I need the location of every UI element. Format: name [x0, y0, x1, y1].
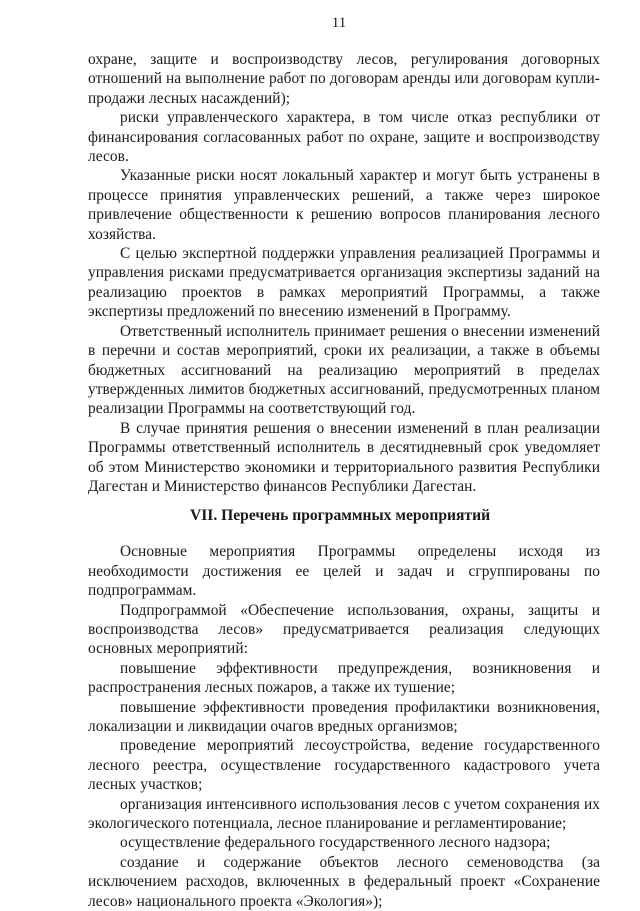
paragraph-responsible-executor: Ответственный исполнитель принимает решения о внесении изменений в перечни и состав мероприятий, сроки их реализации, а также в объемы бюджетных ассигнований на реализацию мероприятий в пределах утвержденных лимитов бюджетных ассигнований, предусмотренных планом реализации Программы на соответствующий год. — [88, 322, 600, 418]
list-item-forest-management: проведение мероприятий лесоустройства, ведение государственного лесного реестра, осуществление государственного кадастрового учета лесных участков; — [88, 737, 600, 794]
paragraph-subprogram: Подпрограммой «Обеспечение использования, охраны, защиты и воспроизводства лесов» предусматривается реализация следующих основных мероприятий: — [88, 601, 600, 658]
list-item-pest-control: повышение эффективности проведения профилактики возникновения, локализации и ликвидации очагов вредных организмов; — [88, 698, 600, 735]
paragraph-main-activities: Основные мероприятия Программы определены исходя из необходимости достижения ее целей и задач и сгруппированы по подпрограммам. — [88, 543, 600, 600]
document-body — [88, 50, 600, 911]
list-item-seed-production: создание и содержание объектов лесного семеноводства (за исключением расходов, включенных в федеральный проект «Сохранение лесов» национального проекта «Экология»); — [88, 853, 600, 910]
page-number: 11 — [331, 15, 347, 31]
list-item-intensive-use: организация интенсивного использования лесов с учетом сохранения их экологического потенциала, лесное планирование и регламентирование; — [88, 795, 600, 833]
paragraph-risk-management: риски управленческого характера, в том числе отказ республики от финансирования согласованных работ по охране, защите и воспроизводству лесов. — [88, 109, 600, 166]
paragraph-expert-support: С целью экспертной поддержки управления реализацией Программы и управления рисками предусматривается организация экспертизы заданий на реализацию проектов в рамках мероприятий Программы, а также экспертизы предложений по внесению изменений в Программу. — [88, 245, 600, 321]
list-item-fire-prevention: повышение эффективности предупреждения, возникновения и распространения лесных пожаров, а также их тушение; — [88, 659, 600, 697]
paragraph-changes-notification: В случае принятия решения о внесении изменений в план реализации Программы ответственный исполнитель в десятидневный срок уведомляет об этом Министерство экономики и территориального развития Республики Дагестан и Министерство финансов Республики Дагестан. — [88, 419, 600, 495]
paragraph-risks-local: Указанные риски носят локальный характер и могут быть устранены в процессе принятия управленческих решений, а также через широкое привлечение общественности к решению вопросов планирования лесного хозяйства. — [88, 167, 600, 243]
paragraph-continuation: охране, защите и воспроизводству лесов, регулирования договорных отношений на выполнение работ по договорам аренды или договорам купли-продажи лесных насаждений); — [88, 51, 600, 107]
list-item-forest-supervision: осуществление федерального государственного лесного надзора; — [120, 834, 551, 852]
section-heading: VII. Перечень программных мероприятий — [189, 507, 491, 525]
